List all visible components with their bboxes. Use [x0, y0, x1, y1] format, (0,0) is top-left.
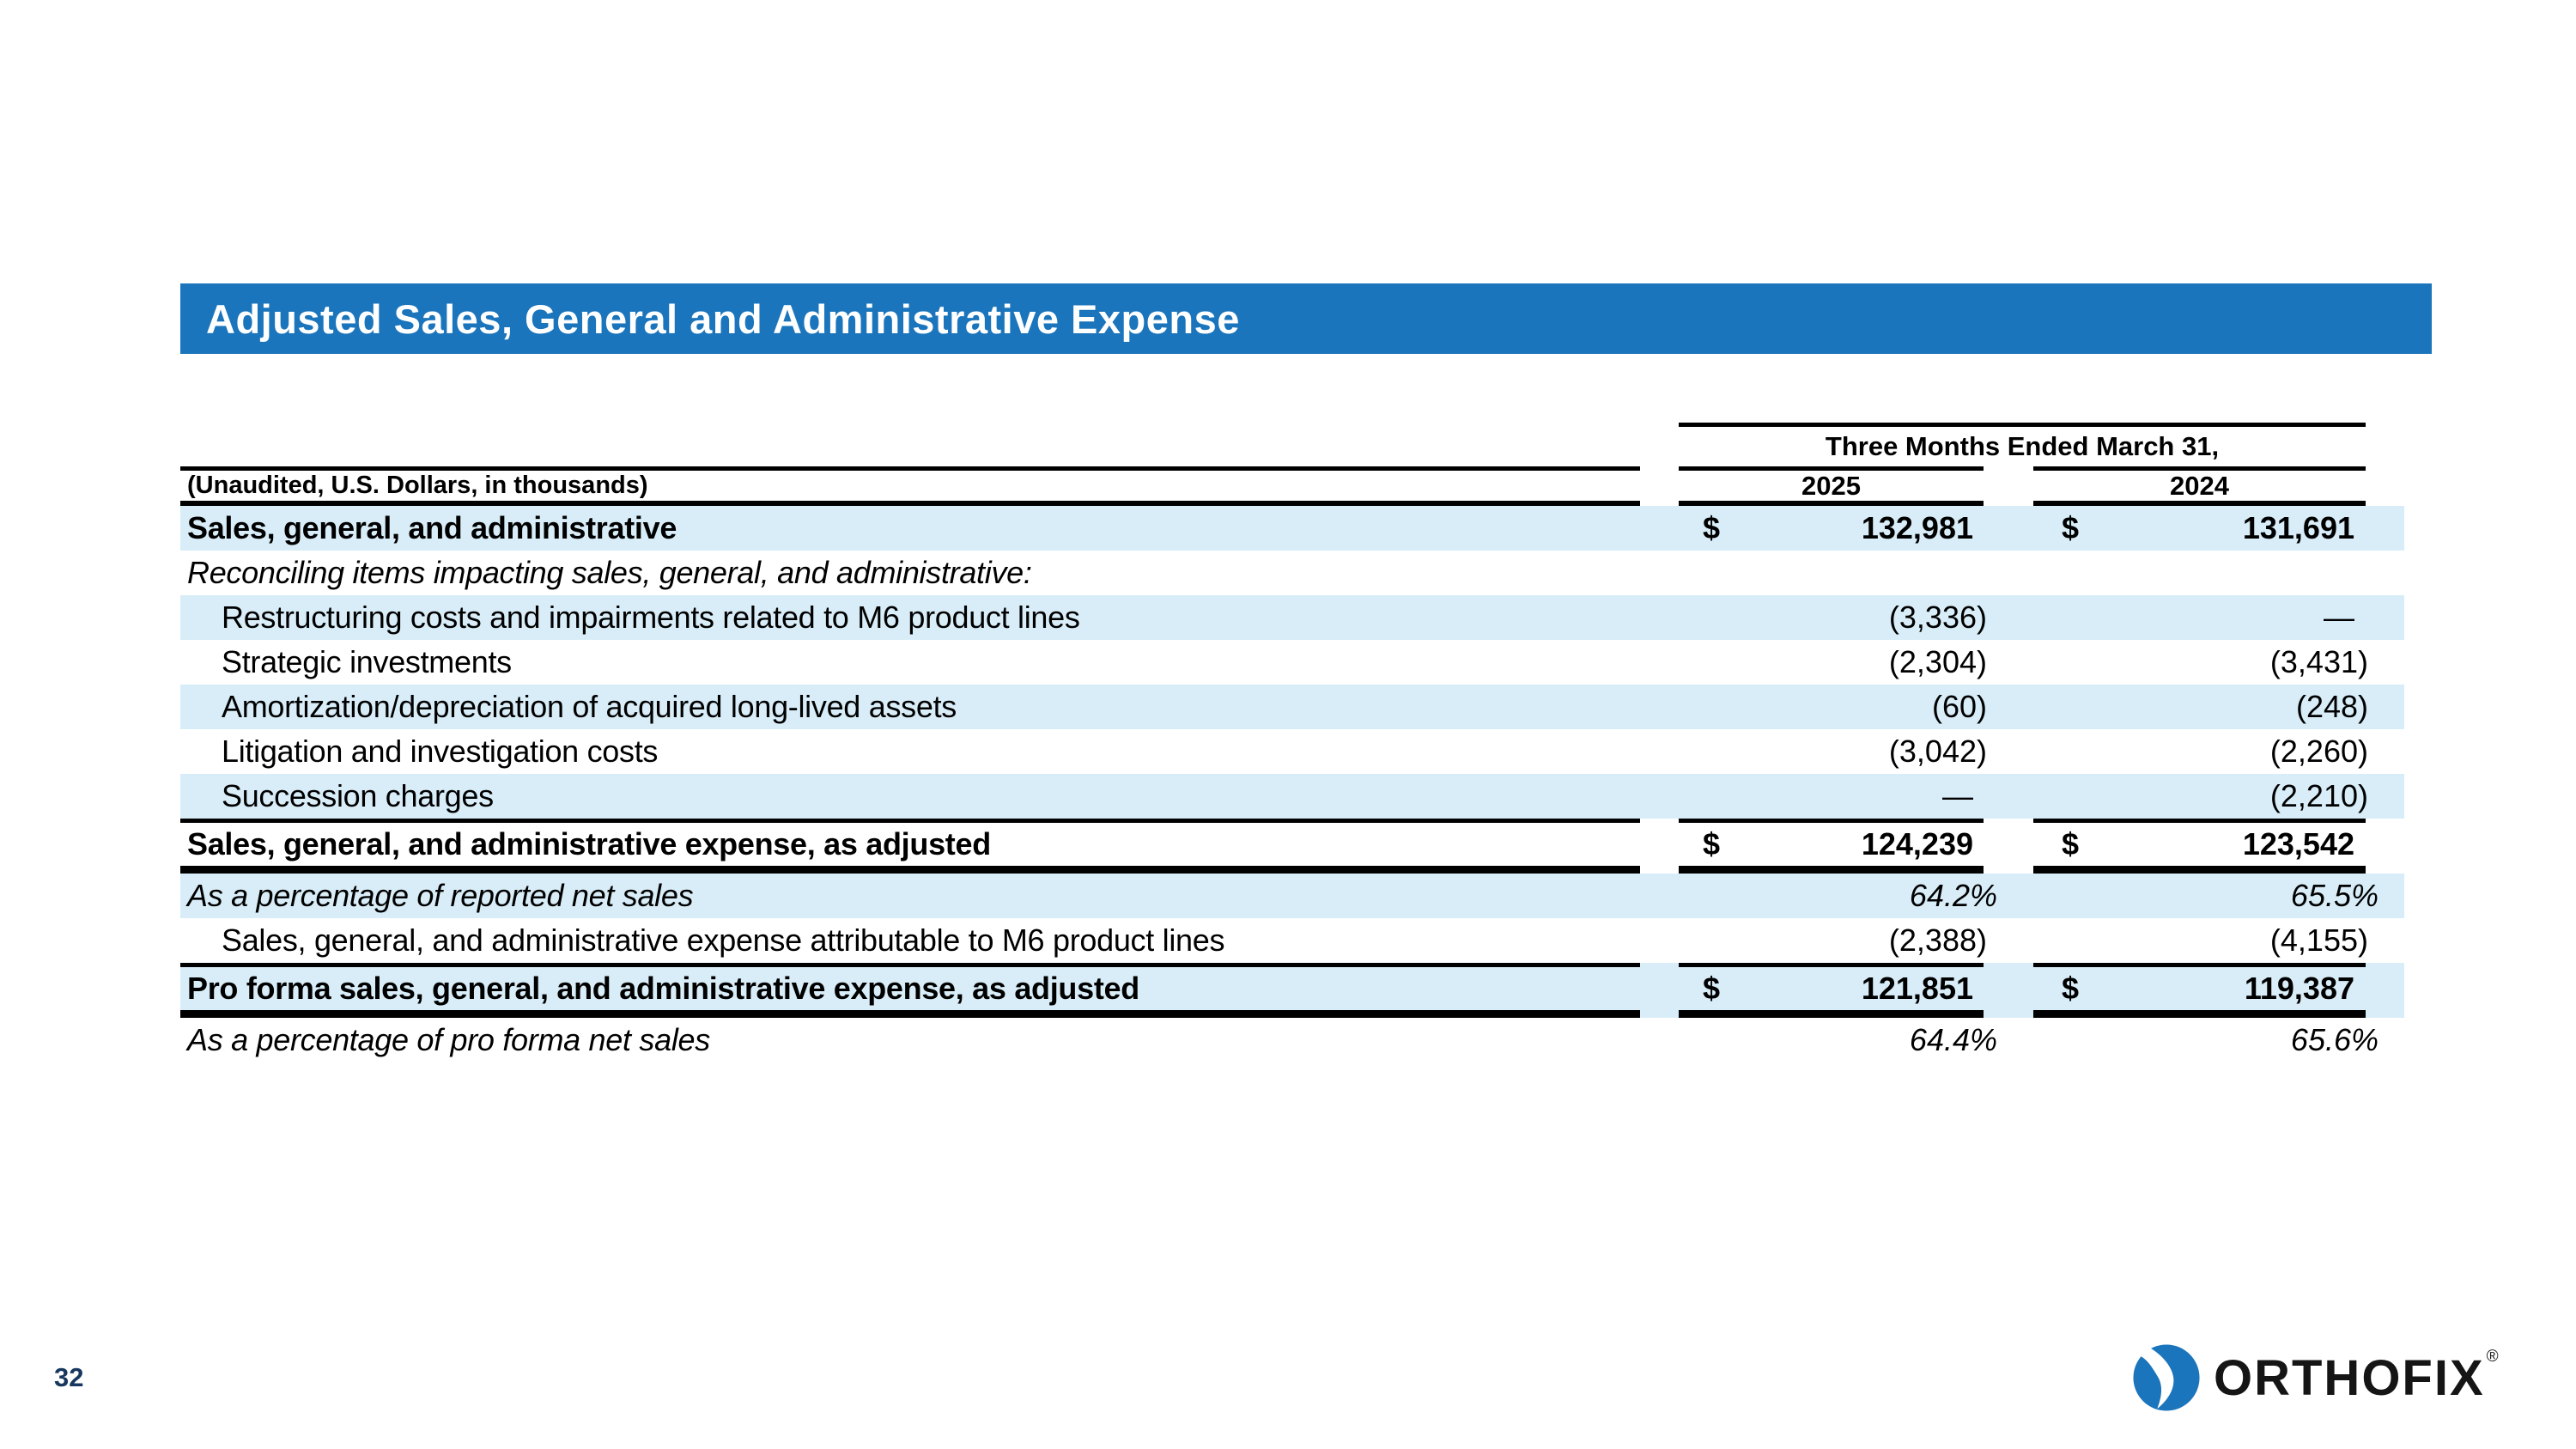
dollar-sign: $ — [1703, 826, 1721, 861]
dollar-sign: $ — [2062, 510, 2080, 545]
value-cell-2025 — [1679, 874, 1997, 918]
row-label: Pro forma sales, general, and administrative expense, as adjusted — [180, 963, 1640, 1018]
cell-value: (2,210) — [2269, 778, 2368, 813]
cell-value: (4,155) — [2269, 922, 2368, 958]
cell-value: (3,336) — [1888, 600, 1987, 635]
value-cell-2024 — [2033, 819, 2366, 874]
row-spacer — [1640, 685, 1679, 729]
cell-value: 64.2% — [1909, 878, 1997, 913]
table-row — [180, 874, 2404, 918]
row-label: Reconciling items impacting sales, general, and administrative: — [187, 555, 1032, 590]
row-filler — [2366, 551, 2404, 595]
column-gap — [1984, 963, 2033, 1018]
value-cell-2025 — [1679, 918, 1987, 963]
value-cell-2024 — [2033, 506, 2366, 551]
row-label: Sales, general, and administrative expense attributable to M6 product lines — [222, 922, 1225, 958]
value-cell-2025 — [1679, 729, 1987, 774]
row-label: Restructuring costs and impairments related to M6 product lines — [222, 600, 1080, 635]
header-spacer — [1640, 466, 1679, 506]
row-spacer — [1640, 918, 1679, 963]
cell-value: 121,851 — [1861, 971, 1973, 1006]
column-gap — [1984, 1018, 2033, 1062]
row-spacer — [1640, 1018, 1679, 1062]
column-gap — [1984, 595, 2033, 640]
dollar-sign: $ — [1703, 971, 1721, 1006]
row-label: Sales, general, and administrative — [187, 510, 677, 545]
table-row — [180, 918, 2404, 963]
cell-value: 65.6% — [2290, 1022, 2379, 1057]
page-title: Adjusted Sales, General and Administrative Expense — [206, 295, 1240, 342]
value-cell-2025 — [1679, 506, 1984, 551]
value-cell-2024 — [2033, 1018, 2379, 1062]
table-row — [180, 729, 2404, 774]
table-row — [180, 595, 2404, 640]
row-filler — [2366, 1018, 2404, 1062]
column-gap — [1984, 551, 2033, 595]
row-label: Sales, general, and administrative expense, as adjusted — [180, 819, 1640, 874]
table-body — [180, 506, 2404, 1062]
row-label: As a percentage of reported net sales — [187, 878, 694, 913]
orthofix-swirl-icon — [2131, 1342, 2202, 1413]
column-gap — [1984, 874, 2033, 918]
column-gap — [1984, 506, 2033, 551]
row-spacer — [1640, 774, 1679, 819]
row-spacer — [1640, 506, 1679, 551]
row-filler — [2366, 595, 2404, 640]
dollar-sign: $ — [2062, 826, 2080, 861]
row-spacer — [1640, 595, 1679, 640]
value-cell-2024 — [2033, 685, 2366, 729]
row-label: As a percentage of pro forma net sales — [187, 1022, 710, 1057]
value-cell-2025 — [1679, 819, 1984, 874]
value-cell-2024 — [2033, 729, 2366, 774]
value-cell-2025 — [1679, 774, 1984, 819]
cell-value: (2,304) — [1888, 644, 1987, 679]
table-row — [180, 551, 2404, 595]
dollar-sign: $ — [2062, 971, 2080, 1006]
table-row — [180, 963, 2404, 1018]
registered-trademark-icon: ® — [2486, 1348, 2499, 1366]
table-row — [180, 1018, 2404, 1062]
cell-value: (3,431) — [2269, 644, 2368, 679]
row-label: Amortization/depreciation of acquired long-lived assets — [222, 689, 957, 724]
page-number: 32 — [54, 1362, 84, 1392]
value-cell-2024 — [2033, 918, 2366, 963]
row-label: Litigation and investigation costs — [222, 734, 659, 769]
cell-value: — — [2324, 600, 2354, 635]
title-bar — [180, 283, 2432, 354]
cell-value: (3,042) — [1888, 734, 1987, 769]
table-group-header-strip — [180, 423, 2366, 466]
value-cell-2025 — [1679, 963, 1984, 1018]
row-filler — [2366, 963, 2404, 1018]
cell-value: 132,981 — [1861, 510, 1973, 545]
row-filler — [2366, 918, 2404, 963]
column-gap — [1984, 819, 2033, 874]
logo-wordmark: ORTHOFIX — [2214, 1349, 2485, 1406]
row-spacer — [1640, 551, 1679, 595]
row-spacer — [1640, 819, 1679, 874]
table-row — [180, 640, 2404, 685]
value-cell-2025 — [1679, 595, 1987, 640]
value-cell-2024 — [2033, 963, 2366, 1018]
cell-value: (60) — [1931, 689, 1987, 724]
value-cell-2024 — [2033, 640, 2366, 685]
cell-value: 123,542 — [2242, 826, 2354, 861]
value-cell-2024 — [2033, 551, 2366, 595]
row-filler — [2366, 874, 2404, 918]
unaudited-note: (Unaudited, U.S. Dollars, in thousands) — [180, 466, 1640, 506]
value-cell-2025 — [1679, 685, 1987, 729]
cell-value: 64.4% — [1909, 1022, 1997, 1057]
row-spacer — [1640, 640, 1679, 685]
row-filler — [2366, 774, 2404, 819]
table-header-row — [180, 466, 2404, 506]
header-spacer — [1984, 466, 2033, 506]
cell-value: — — [1942, 778, 1973, 813]
cell-value: 131,691 — [2242, 510, 2354, 545]
value-cell-2024 — [2033, 595, 2366, 640]
table-row — [180, 774, 2404, 819]
column-header-2024: 2024 — [2033, 466, 2366, 506]
table-row — [180, 819, 2404, 874]
orthofix-logo — [2131, 1342, 2499, 1413]
cell-value: 119,387 — [2244, 971, 2354, 1006]
column-gap — [1984, 685, 2033, 729]
column-gap — [1984, 918, 2033, 963]
table-row — [180, 506, 2404, 551]
column-gap — [1984, 640, 2033, 685]
cell-value: 124,239 — [1861, 826, 1973, 861]
row-label: Succession charges — [222, 778, 494, 813]
value-cell-2025 — [1679, 640, 1987, 685]
cell-value: (2,260) — [2269, 734, 2368, 769]
cell-value: 65.5% — [2290, 878, 2379, 913]
value-cell-2025 — [1679, 551, 1984, 595]
value-cell-2025 — [1679, 1018, 1997, 1062]
value-cell-2024 — [2033, 874, 2379, 918]
row-filler — [2366, 819, 2404, 874]
row-filler — [2366, 729, 2404, 774]
column-gap — [1984, 729, 2033, 774]
dollar-sign: $ — [1703, 510, 1721, 545]
column-header-2025: 2025 — [1679, 466, 1984, 506]
group-header: Three Months Ended March 31, — [1679, 423, 2366, 466]
row-spacer — [1640, 963, 1679, 1018]
cell-value: (248) — [2295, 689, 2368, 724]
row-filler — [2366, 685, 2404, 729]
row-spacer — [1640, 874, 1679, 918]
row-spacer — [1640, 729, 1679, 774]
value-cell-2024 — [2033, 774, 2366, 819]
header-filler — [2366, 466, 2404, 506]
row-filler — [2366, 506, 2404, 551]
row-label: Strategic investments — [222, 644, 512, 679]
table-row — [180, 685, 2404, 729]
column-gap — [1984, 774, 2033, 819]
row-filler — [2366, 640, 2404, 685]
cell-value: (2,388) — [1888, 922, 1987, 958]
